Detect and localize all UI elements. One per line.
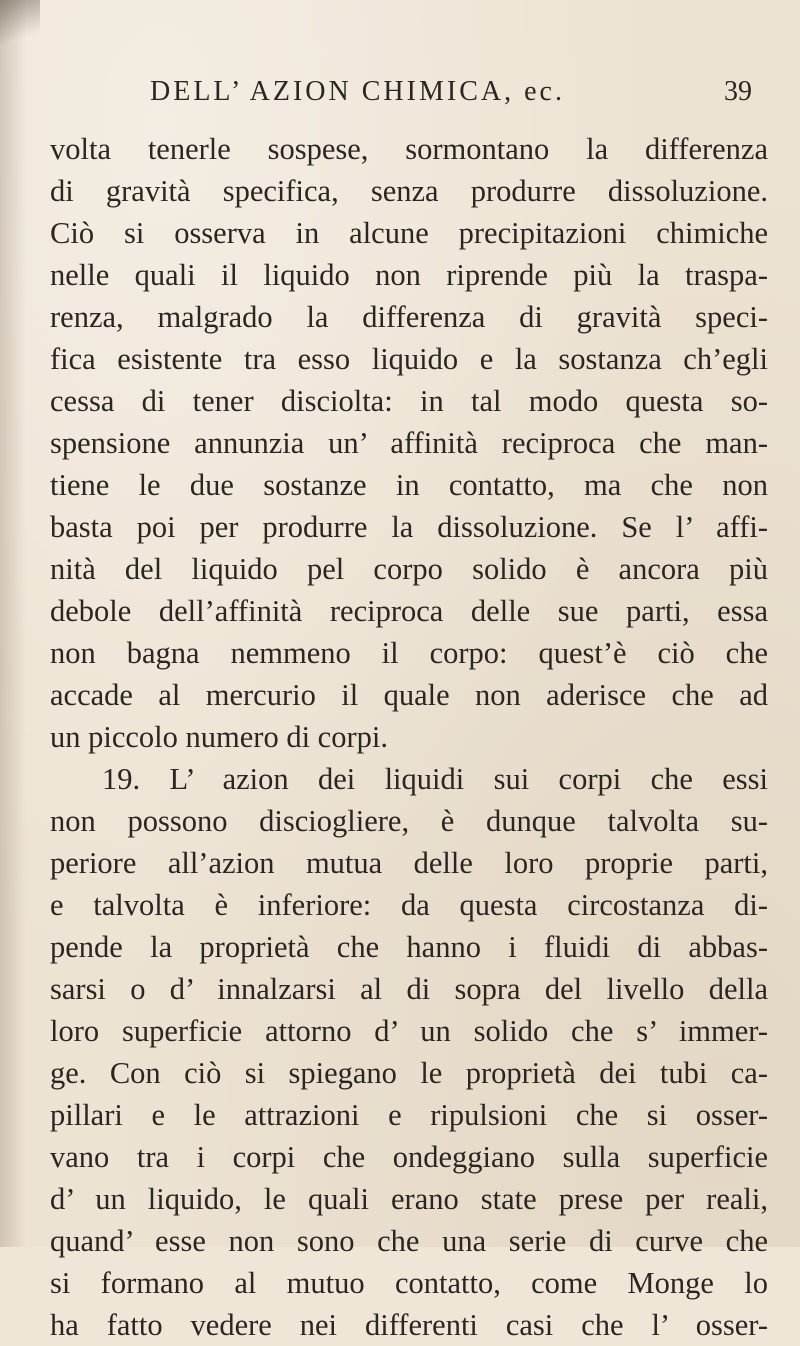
text-line: ge. Con ciò si spiegano le proprietà dei tubi ca-: [50, 1056, 768, 1090]
text-line: renza, malgrado la differenza di gravità speci-: [50, 300, 768, 334]
text-line: debole dell’affinità reciproca delle sue parti, essa: [50, 594, 768, 628]
text-line: Ciò si osserva in alcune precipitazioni chimiche: [50, 216, 768, 250]
text-line: volta tenerle sospese, sormontano la differenza: [50, 132, 768, 166]
page-corner-mark: [0, 0, 40, 70]
text-line: non bagna nemmeno il corpo: quest’è ciò che: [50, 636, 768, 670]
text-line: fica esistente tra esso liquido e la sostanza ch’egli: [50, 342, 768, 376]
paragraph-start-line: 19. L’ azion dei liquidi sui corpi che essi: [102, 762, 768, 796]
text-line: tiene le due sostanze in contatto, ma che non: [50, 468, 768, 502]
running-head: [150, 76, 762, 116]
text-line: d’ un liquido, le quali erano state prese per reali,: [50, 1182, 768, 1216]
text-line: loro superficie attorno d’ un solido che s’ immer-: [50, 1014, 768, 1048]
text-line: si formano al mutuo contatto, come Monge lo: [50, 1266, 768, 1300]
body-text: [50, 128, 768, 1346]
text-line: nità del liquido pel corpo solido è ancora più: [50, 552, 768, 586]
text-line: pillari e le attrazioni e ripulsioni che si osser-: [50, 1098, 768, 1132]
text-line: periore all’azion mutua delle loro proprie parti,: [50, 846, 768, 880]
text-line: non possono disciogliere, è dunque talvolta su-: [50, 804, 768, 838]
text-line: quand’ esse non sono che una serie di curve che: [50, 1224, 768, 1258]
text-line: un piccolo numero di corpi.: [50, 720, 388, 754]
text-line: sarsi o d’ innalzarsi al di sopra del livello della: [50, 972, 768, 1006]
text-line: basta poi per produrre la dissoluzione. Se l’ affi-: [50, 510, 768, 544]
text-line: di gravità specifica, senza produrre dissoluzione.: [50, 174, 768, 208]
page-gutter-shadow: [0, 0, 26, 1247]
text-line: e talvolta è inferiore: da questa circostanza di-: [50, 888, 768, 922]
text-line: nelle quali il liquido non riprende più la traspa-: [50, 258, 768, 292]
running-head-title: DELL’ AZION CHIMICA, ec.: [150, 76, 565, 107]
text-line: spensione annunzia un’ affinità reciproca che man-: [50, 426, 768, 460]
text-line: vano tra i corpi che ondeggiano sulla superficie: [50, 1140, 768, 1174]
text-line: ha fatto vedere nei differenti casi che l’ osser-: [50, 1308, 768, 1342]
text-line: pende la proprietà che hanno i fluidi di abbas-: [50, 930, 768, 964]
text-line: cessa di tener disciolta: in tal modo questa so-: [50, 384, 768, 418]
text-line: accade al mercurio il quale non aderisce che ad: [50, 678, 768, 712]
page-number: 39: [724, 76, 752, 107]
